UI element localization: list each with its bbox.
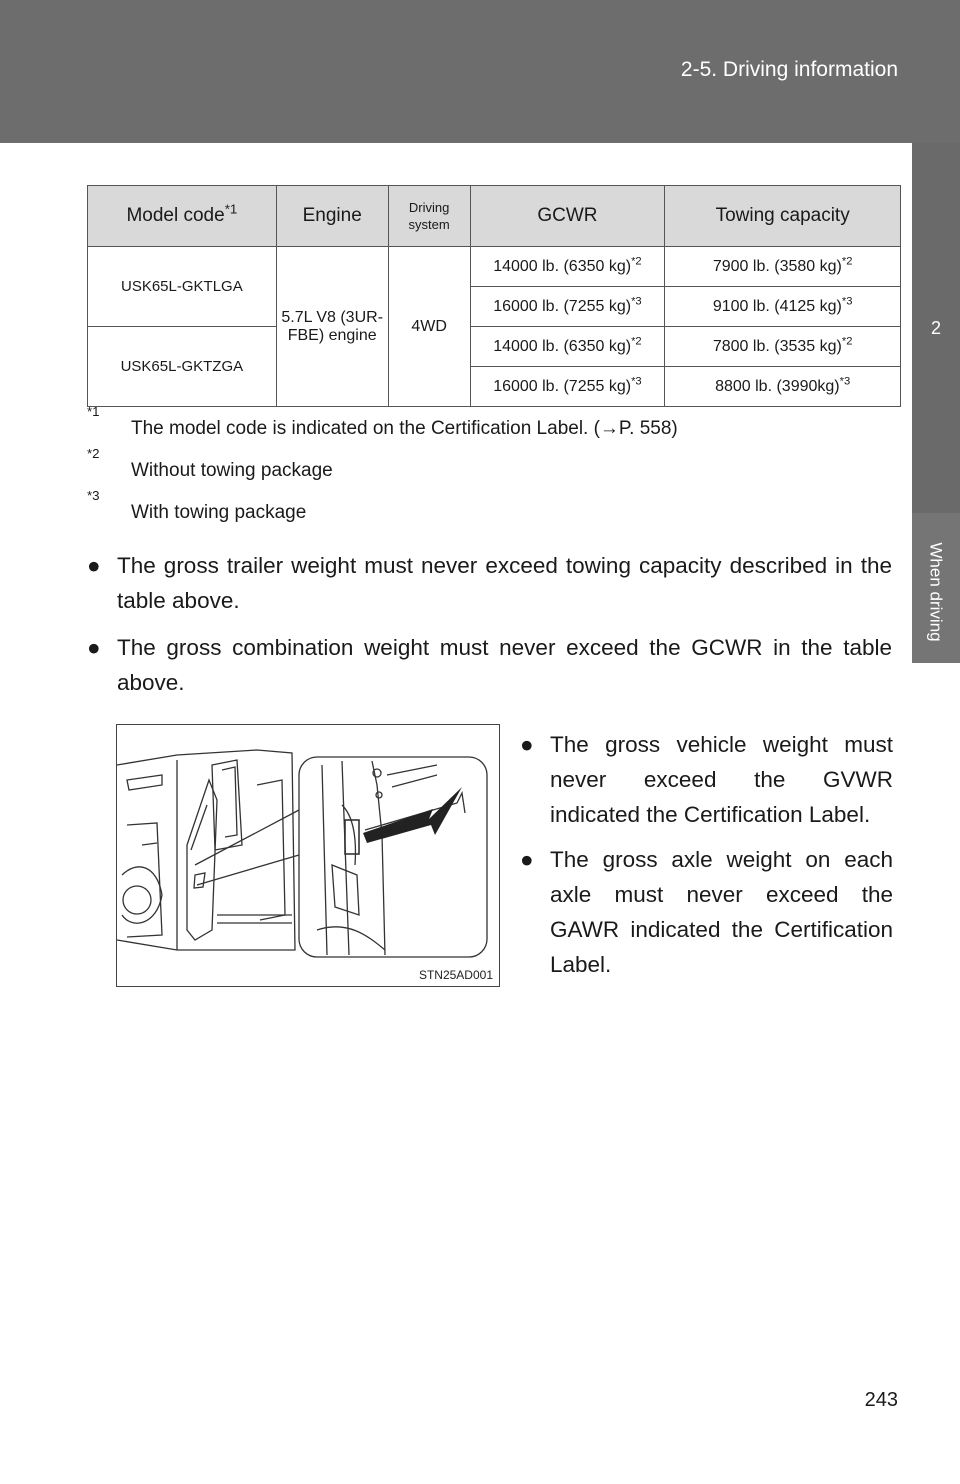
gcwr-cell: 14000 lb. (6350 kg)$^{*2}$ xyxy=(470,247,665,287)
table-row xyxy=(88,327,901,367)
door-jamb-illustration xyxy=(117,725,499,986)
bullet-text: The gross trailer weight must never exceed towing capacity described in the table above. xyxy=(117,553,892,613)
col-engine: Engine xyxy=(276,186,388,247)
model-code-cell: USK65L-GKTLGA xyxy=(88,247,277,327)
gcwr-cell: 16000 lb. (7255 kg)$^{*3}$ xyxy=(470,367,665,407)
chapter-title xyxy=(912,520,960,663)
col-model-code: Model code$^{*1}$ xyxy=(88,186,277,247)
bullet-dot-icon: ● xyxy=(520,847,534,872)
bullet-text: The gross vehicle weight must never exceed the GVWR indicated the Certification Label. xyxy=(550,732,893,827)
towing-cell: 7800 lb. (3535 kg)$^{*2}$ xyxy=(665,327,901,367)
chapter-number: 2 xyxy=(912,143,960,513)
bullet-dot-icon: ● xyxy=(87,635,101,660)
figure-label: STN25AD001 xyxy=(418,968,493,982)
chapter-title-text: When driving xyxy=(927,541,946,642)
towing-cell: 8800 lb. $(3990kg)^{*3}$ xyxy=(665,367,901,407)
bullet-item xyxy=(520,727,893,832)
bullet-text: The gross axle weight on each axle must never exceed the GAWR indicated the Certification Label. xyxy=(550,847,893,977)
engine-cell: 5.7L V8 (3UR-FBE) engine xyxy=(276,247,388,407)
gcwr-cell: 14000 lb. (6350 kg)$^{*2}$ xyxy=(470,327,665,367)
bullet-item xyxy=(87,630,892,700)
bullet-dot-icon: ● xyxy=(87,553,101,578)
table-row xyxy=(88,247,901,287)
table-header-row xyxy=(88,186,901,247)
bullet-item xyxy=(520,842,893,982)
towing-cell: 9100 lb. (4125 kg)$^{*3}$ xyxy=(665,287,901,327)
bullet-item xyxy=(87,548,892,618)
footnote-text: With towing package xyxy=(131,502,307,523)
page-number: 243 xyxy=(864,1389,898,1411)
bullet-dot-icon: ● xyxy=(520,732,534,757)
towing-cell: 7900 lb. (3580 kg)$^{*2}$ xyxy=(665,247,901,287)
col-towing-capacity: Towing capacity xyxy=(665,186,901,247)
bullet-text: The gross combination weight must never exceed the GCWR in the table above. xyxy=(117,635,892,695)
footnote-text: Without towing package xyxy=(131,460,333,481)
towing-spec-table xyxy=(87,185,901,407)
gcwr-cell: 16000 lb. (7255 kg)$^{*3}$ xyxy=(470,287,665,327)
drive-system-cell: 4WD xyxy=(388,247,470,407)
col-driving-system: Driving system xyxy=(388,186,470,247)
footnote-text: The model code is indicated on the Certification Label. (→P. 558) xyxy=(131,418,678,439)
model-code-cell: USK65L-GKTZGA xyxy=(88,327,277,407)
section-title: 2-5. Driving information xyxy=(680,58,898,81)
certification-label-figure xyxy=(116,724,500,987)
col-gcwr: GCWR xyxy=(470,186,665,247)
